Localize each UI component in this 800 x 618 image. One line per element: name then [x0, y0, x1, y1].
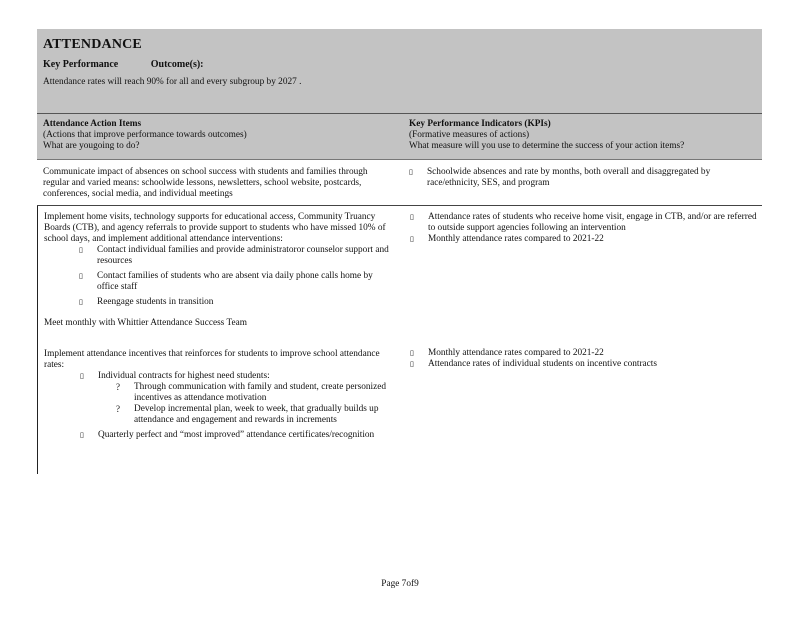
incentive-sub-bullet — [116, 404, 396, 426]
incentive-bullet-text: Quarterly perfect and “most improved” attendance certificates/recognition — [98, 430, 375, 440]
action-bullet-text: Contact families of students who are absent via daily phone calls home by office staff — [97, 271, 373, 292]
kpi-item — [410, 212, 760, 234]
bullet-icon: ▯ — [410, 349, 414, 357]
action-bullet-text: Contact individual families and provide administratoror counselor support and resources — [97, 245, 389, 266]
kpi-column-header — [409, 119, 759, 152]
page-number: Page 7of9 — [381, 579, 419, 589]
action-cell — [44, 212, 396, 441]
kpi-item — [410, 359, 760, 370]
kpi-item — [410, 234, 760, 245]
incentive-bullet — [80, 430, 396, 441]
bullet-icon: ▯ — [79, 272, 83, 280]
action-cell: Communicate impact of absences on school success with students and families through regular and varied means: schoolwide lessons, newsletters, school website, postcards, conferences, social media, and individual meetings — [43, 167, 368, 199]
actions-column-title: Attendance Action Items — [43, 119, 142, 129]
kpi-column-sub2: What measure will you use to determine the success of your action items? — [409, 141, 685, 151]
table-row — [37, 160, 762, 206]
action-bullet — [79, 297, 396, 308]
bullet-icon: ▯ — [79, 246, 83, 254]
kpi-column-title: Key Performance Indicators (KPIs) — [409, 119, 551, 129]
outcome-text: Attendance rates will reach 90% for all and every subgroup by 2027 . — [43, 77, 302, 87]
bullet-icon: ▯ — [80, 372, 84, 380]
incentive-sub-bullet — [116, 382, 396, 404]
actions-column-header — [43, 119, 398, 152]
column-header-row — [37, 114, 762, 160]
kpi-cell — [410, 212, 760, 370]
incentive-sub-text: Develop incremental plan, week to week, that gradually builds up attendance and engagement and rewards in increments — [134, 404, 379, 425]
action-bullet — [79, 245, 396, 267]
kpi-text: Monthly attendance rates compared to 2021-22 — [428, 348, 604, 358]
attendance-table — [37, 29, 762, 474]
kpi-text: Attendance rates of individual students on incentive contracts — [428, 359, 657, 369]
kpi-text: Monthly attendance rates compared to 2021-22 — [428, 234, 604, 244]
table-row — [37, 206, 762, 474]
actions-column-sub2: What are yougoing to do? — [43, 141, 140, 151]
kpi-item — [410, 348, 760, 359]
action-intro: Implement home visits, technology supports for educational access, Community Truancy Boards (CTB), and agency referrals to provide support to students who have missed 10% of school days, and implement additional attendance interventions: — [44, 212, 386, 244]
incentive-bullet-text: Individual contracts for highest need students: — [98, 371, 270, 381]
meet-text: Meet monthly with Whittier Attendance Success Team — [44, 318, 247, 328]
kpi-cell — [409, 167, 759, 189]
incentives-intro: Implement attendance incentives that reinforces for students to improve school attendance rates: — [44, 349, 380, 370]
action-bullet-text: Reengage students in transition — [97, 297, 214, 307]
kpi-text: Attendance rates of students who receive home visit, engage in CTB, and/or are referred to outside support agencies following an intervention — [428, 212, 757, 233]
kpo-label-a: Key Performance — [43, 59, 119, 70]
sub-bullet-icon: ? — [116, 404, 120, 414]
bullet-icon: ▯ — [410, 235, 414, 243]
incentive-sub-text: Through communication with family and student, create personized incentives as attendance motivation — [134, 382, 386, 403]
sub-bullet-icon: ? — [116, 382, 120, 392]
action-bullet — [79, 271, 396, 293]
header-block — [37, 29, 762, 114]
kpo-label-b: Outcome(s): — [150, 59, 204, 70]
kpi-item — [409, 167, 759, 189]
kpi-text: Schoolwide absences and rate by months, both overall and disaggregated by race/ethnicity, SES, and program — [427, 167, 711, 188]
kpo-heading — [43, 59, 756, 70]
incentive-bullet — [80, 371, 396, 382]
bullet-icon: ▯ — [79, 298, 83, 306]
bullet-icon: ▯ — [410, 213, 414, 221]
bullet-icon: ▯ — [410, 360, 414, 368]
actions-column-sub1: (Actions that improve performance towards outcomes) — [43, 130, 247, 140]
bullet-icon: ▯ — [409, 168, 413, 176]
kpi-column-sub1: (Formative measures of actions) — [409, 130, 530, 140]
page-title: ATTENDANCE — [43, 37, 142, 52]
bullet-icon: ▯ — [80, 431, 84, 439]
